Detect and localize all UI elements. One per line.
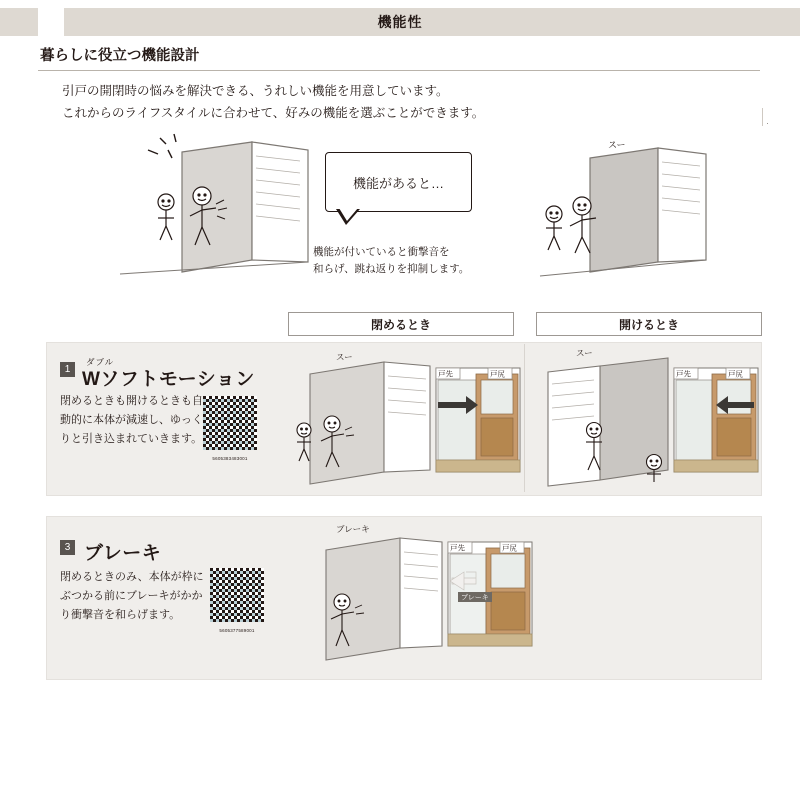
feature-desc-1-line-1: 閉めるときも開けるときも自 [60, 395, 203, 407]
qr-caption-2: 5605377589001 [219, 628, 255, 633]
section-heading: 暮らしに役立つ機能設計 [40, 48, 200, 64]
feature-desc-1-line-3: りと引き込まれていきます。 [60, 433, 203, 445]
qr-code-1[interactable] [203, 396, 257, 450]
bubble-note [313, 244, 483, 278]
feature-desc-2-line-2: ぶつかる前にブレーキがかか [60, 590, 203, 602]
illustration-right-scene [520, 138, 710, 288]
sound-mark-scene-1-opening: スー [576, 348, 593, 358]
feature-desc-2-line-1: 閉めるときのみ、本体が枠に [60, 571, 204, 583]
speech-bubble-tail-inner [339, 208, 358, 221]
panel-1-divider [524, 344, 525, 492]
qr-code-2[interactable] [210, 568, 264, 622]
feature-number-badge-2: 3 [60, 540, 75, 555]
scene-2-closing [300, 518, 536, 668]
lead-paragraph [62, 80, 702, 124]
feature-desc-2 [60, 568, 210, 625]
qr-caption-1: 5605383483001 [212, 456, 248, 461]
label-tosaki-2-closing: 戸先 [450, 543, 465, 553]
lead-line-2: これからのライフスタイルに合わせて、好みの機能を選ぶことができます。 [62, 106, 485, 120]
bubble-note-line-1: 機能が付いていると衝撃音を [313, 246, 450, 258]
bubble-note-line-2: 和らげ、跳ね返りを抑制します。 [313, 263, 470, 275]
feature-desc-1 [60, 392, 210, 449]
feature-number-badge-1: 1 [60, 362, 75, 377]
sound-mark-scene-1-closing: スー [336, 352, 353, 362]
state-label-opening: 開けるとき [536, 312, 762, 336]
page-edge-dot: · [766, 118, 769, 128]
feature-desc-1-line-2: 動的に本体が減速し、ゆっく [60, 414, 203, 426]
state-label-closing: 閉めるとき [288, 312, 514, 336]
feature-title-1: Wソフトモーション [82, 369, 255, 390]
feature-title-2: ブレーキ [84, 543, 162, 564]
speech-bubble-text: 機能があると… [352, 175, 444, 191]
label-tojiri-2-closing: 戸尻 [502, 543, 517, 553]
brake-chip-label: ブレーキ [461, 594, 489, 602]
feature-ruby-1: ダブル [86, 357, 115, 367]
sound-mark-right: スー [608, 140, 626, 150]
label-tojiri-1-closing: 戸尻 [490, 369, 505, 379]
lead-line-1: 引戸の開閉時の悩みを解決できる、うれしい機能を用意しています。 [62, 84, 449, 98]
scene-1-closing [288, 344, 524, 492]
label-tosaki-1-closing: 戸先 [438, 369, 453, 379]
speech-bubble [325, 152, 472, 212]
illustration-left-scene [60, 138, 310, 288]
heading-divider [38, 70, 760, 71]
page-title: 機能性 [377, 14, 423, 30]
feature-desc-2-line-3: り衝撃音を和らげます。 [60, 609, 181, 621]
scene-1-opening [528, 344, 760, 492]
page-edge-tick [762, 108, 763, 126]
sound-mark-scene-2-closing: ブレーキ [336, 524, 370, 534]
label-tojiri-1-opening: 戸尻 [728, 369, 743, 379]
label-tosaki-1-opening: 戸先 [676, 369, 691, 379]
